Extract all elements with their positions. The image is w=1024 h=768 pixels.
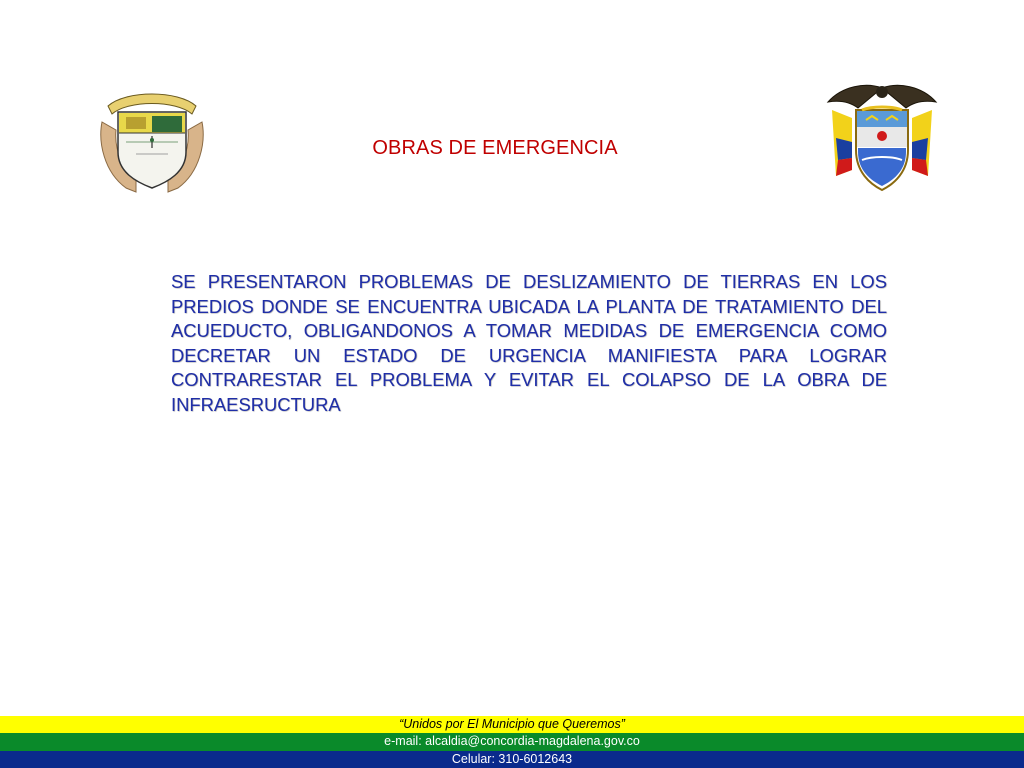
- footer-motto: “Unidos por El Municipio que Queremos”: [399, 717, 625, 731]
- municipal-shield-icon: [96, 82, 208, 194]
- footer-email-band: [0, 733, 1024, 750]
- colombia-coat-of-arms-icon: [822, 80, 942, 196]
- footer-phone-band: [0, 751, 1024, 768]
- footer-motto-band: [0, 716, 1024, 733]
- body-paragraph: SE PRESENTARON PROBLEMAS DE DESLIZAMIENTO DE TIERRAS EN LOS PREDIOS DONDE SE ENCUENTRA UBICADA LA PLANTA DE TRATAMIENTO DEL ACUEDUCTO, OBLIGANDONOS A TOMAR MEDIDAS DE EMERGENCIA COMO DECRETAR UN ESTADO DE URGENCIA MANIFIESTA PARA LOGRAR CONTRARESTAR EL PROBLEMA Y EVITAR EL COLAPSO DE LA OBRA DE INFRAESRUCTURA: [171, 271, 887, 415]
- page-title: OBRAS DE EMERGENCIA: [372, 137, 618, 159]
- footer: [0, 716, 1024, 768]
- footer-email: e-mail: alcaldia@concordia-magdalena.gov.co: [384, 734, 640, 749]
- footer-phone: Celular: 310-6012643: [451, 751, 573, 766]
